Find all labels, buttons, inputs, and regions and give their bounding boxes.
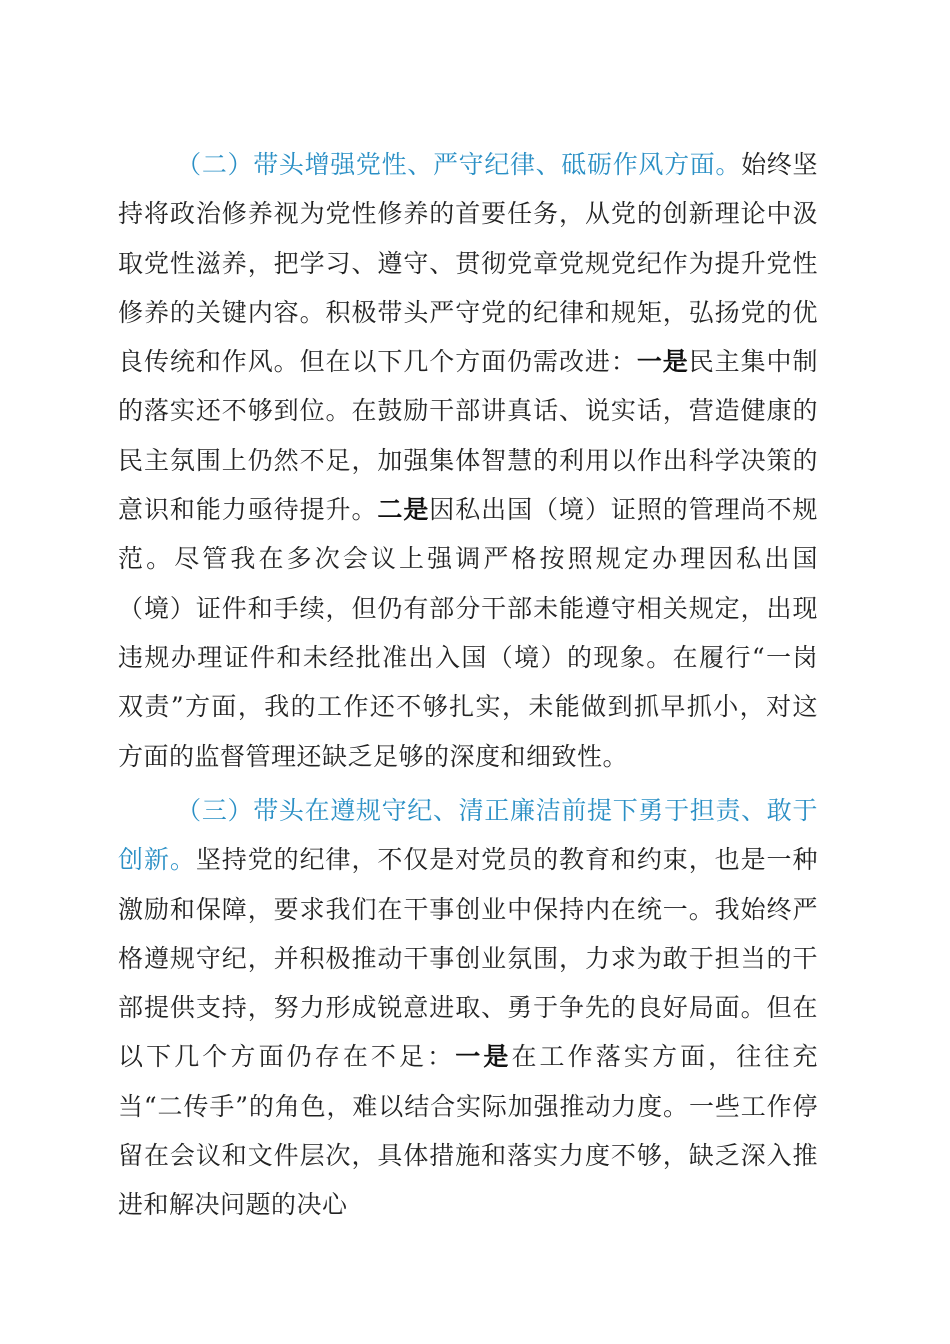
section-2-marker-1: 一是 (636, 347, 689, 377)
paragraph-section-2 (118, 140, 818, 781)
section-3-text-2: 在工作落实方面，往往充当“二传手”的角色，难以结合实际加强推动力度。一些工作停留在会议和文件层次，具体措施和落实力度不够，缺乏深入推进和解决问题的决心 (118, 1042, 818, 1220)
section-3-text-1: 坚持党的纪律，不仅是对党员的教育和约束，也是一种激励和保障，要求我们在干事创业中保持内在统一。我始终严格遵规守纪，并积极推动干事创业氛围，力求为敢于担当的干部提供支持，努力形成锐意进取、勇于争先的良好局面。但在以下几个方面仍存在不足： (118, 845, 818, 1072)
section-3-marker-1: 一是 (455, 1042, 512, 1072)
section-3-heading: （三）带头在遵规守纪、清正廉洁前提下勇于担责、敢于创新。 (118, 796, 818, 875)
section-2-marker-2: 二是 (377, 495, 430, 525)
section-2-text-2: 民主集中制的落实还不够到位。在鼓励干部讲真话、说实话，营造健康的民主氛围上仍然不足，加强集体智慧的利用以作出科学决策的意识和能力亟待提升。 (118, 347, 818, 525)
section-2-text-1: 始终坚持将政治修养视为党性修养的首要任务，从党的创新理论中汲取党性滋养，把学习、遵守、贯彻党章党规党纪作为提升党性修养的关键内容。积极带头严守党的纪律和规矩，弘扬党的优良传统和作风。但在以下几个方面仍需改进： (118, 150, 818, 377)
section-2-text-3: 因私出国（境）证照的管理尚不规范。尽管我在多次会议上强调严格按照规定办理因私出国（境）证件和手续，但仍有部分干部未能遵守相关规定，出现违规办理证件和未经批准出入国（境）的现象。在履行“一岗双责”方面，我的工作还不够扎实，未能做到抓早抓小，对这方面的监督管理还缺乏足够的深度和细致性。 (118, 495, 818, 771)
paragraph-section-3 (118, 786, 818, 1230)
section-2-heading: （二）带头增强党性、严守纪律、砥砺作风方面。 (176, 150, 742, 179)
